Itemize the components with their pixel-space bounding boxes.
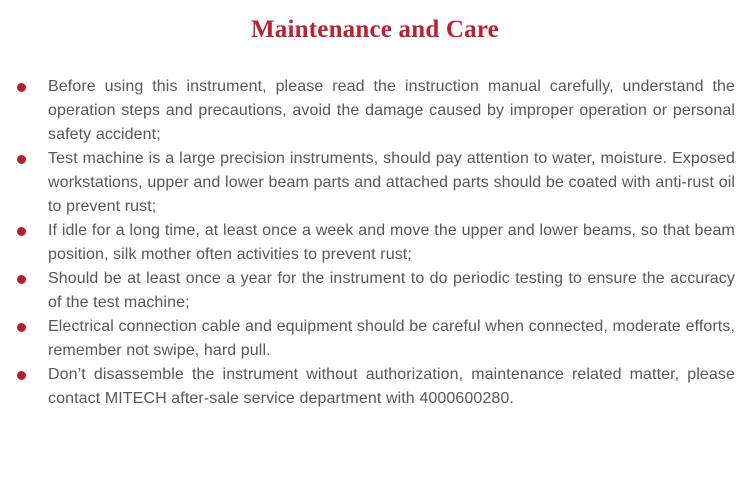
list-item-text: Don’t disassemble the instrument without authorization, maintenance related matter, please contact MITECH after-sale service department with 4000600280. xyxy=(48,366,735,407)
bullet-icon xyxy=(17,155,26,164)
list-item xyxy=(0,219,750,267)
list-item xyxy=(0,315,750,363)
bullet-icon xyxy=(17,227,26,236)
list-item xyxy=(0,267,750,315)
bullet-icon xyxy=(17,83,26,92)
bullet-icon xyxy=(17,323,26,332)
page-title: Maintenance and Care xyxy=(251,16,499,43)
bullet-icon xyxy=(17,371,26,380)
list-item xyxy=(0,363,750,411)
list-item-text: Should be at least once a year for the instrument to do periodic testing to ensure the accuracy of the test machine; xyxy=(48,270,735,311)
list-item xyxy=(0,75,750,147)
list-item xyxy=(0,147,750,219)
list-item-text: Before using this instrument, please read the instruction manual carefully, understand the operation steps and precautions, avoid the damage caused by improper operation or personal safety accident; xyxy=(48,78,735,143)
maintenance-instructions-list xyxy=(0,75,750,411)
list-item-text: If idle for a long time, at least once a week and move the upper and lower beams, so that beam position, silk mother often activities to prevent rust; xyxy=(48,222,735,263)
list-item-text: Electrical connection cable and equipment should be careful when connected, moderate efforts, remember not swipe, hard pull. xyxy=(48,318,735,359)
bullet-icon xyxy=(17,275,26,284)
list-item-text: Test machine is a large precision instruments, should pay attention to water, moisture. Exposed workstations, upper and lower beam parts and attached parts should be coated with anti-rust oil to prevent rust; xyxy=(48,150,735,215)
